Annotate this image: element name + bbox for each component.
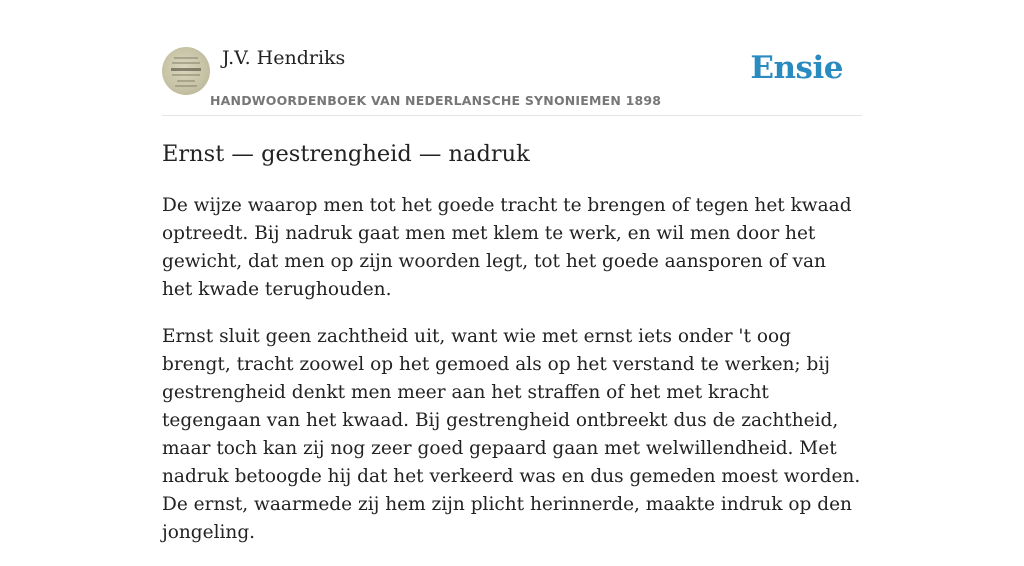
article-body (162, 192, 862, 566)
source-title[interactable]: HANDWOORDENBOEK VAN NEDERLANSCHE SYNONIEMEN 1898 (210, 93, 662, 108)
article-paragraph-2: Ernst sluit geen zachtheid uit, want wie met ernst iets onder 't oog brengt, tracht zoowel op het gemoed als op het verstand te werken; bij gestrengheid denkt men meer aan het straffen of het met kracht tegengaan van het kwaad. Bij gestrengheid ontbreekt dus de zachtheid, maar toch kan zij nog zeer goed gepaard gaan met welwillendheid. Met nadruk betoogde hij dat het verkeerd was en dus gemeden moest worden. De ernst, waarmede zij hem zijn plicht herinnerde, maakte indruk op den jongeling. (162, 326, 861, 543)
article-paragraph-1: De wijze waarop men tot het goede tracht te brengen of tegen het kwaad optreedt. Bij nadruk gaat men met klem te werk, en wil men door het gewicht, dat men op zijn woorden legt, tot het goede aansporen of van het kwade terughouden. (162, 195, 852, 300)
author-name[interactable]: J.V. Hendriks (222, 47, 346, 69)
book-cover-icon[interactable] (162, 47, 210, 95)
ensie-logo[interactable]: Ensie (750, 50, 843, 86)
header-divider (162, 115, 862, 116)
article-title: Ernst — gestrengheid — nadruk (162, 141, 530, 167)
header (162, 46, 862, 116)
